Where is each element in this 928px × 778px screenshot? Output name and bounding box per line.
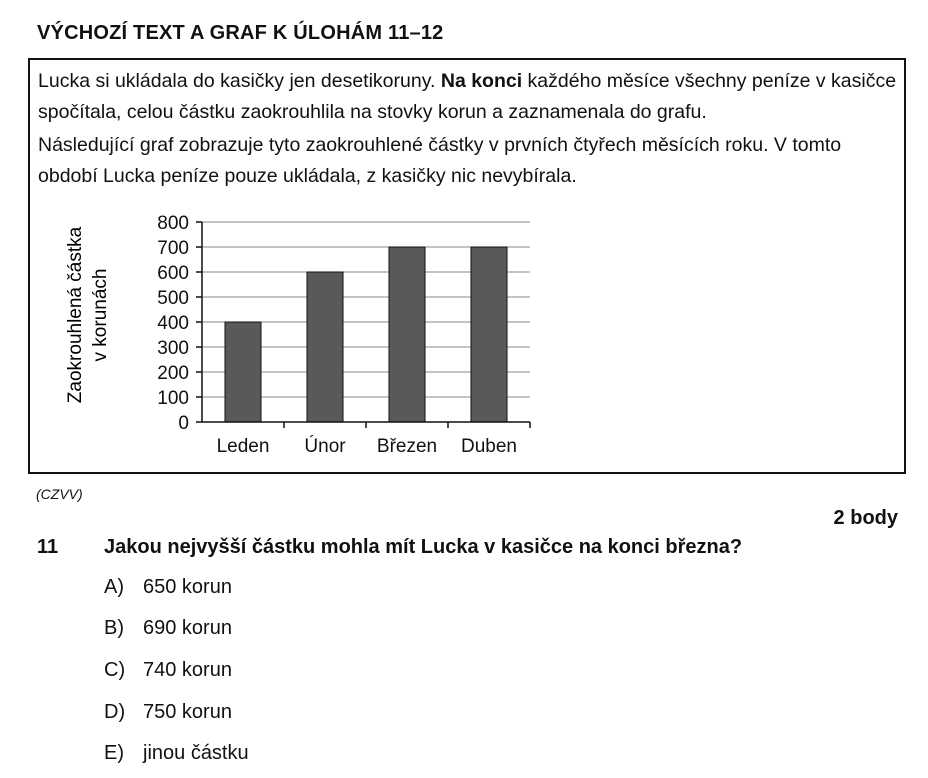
option-text: jinou částku [143, 742, 249, 764]
y-tick-label-800: 800 [157, 213, 189, 234]
bar-Únor [307, 272, 343, 422]
bar-Duben [471, 247, 507, 422]
option-letter: E) [104, 742, 124, 764]
intro-text-a: Lucka si ukládala do kasičky jen desetikoruny. [38, 70, 441, 92]
x-tick-label-Leden: Leden [216, 436, 270, 457]
section-heading: VÝCHOZÍ TEXT A GRAF K ÚLOHÁM 11–12 [37, 22, 444, 44]
chart-bars [225, 247, 507, 422]
intro-box [28, 58, 906, 474]
chart-svg [60, 204, 540, 474]
y-tick-label-100: 100 [157, 388, 189, 409]
x-tick-label-Březen: Březen [376, 436, 438, 457]
option-letter: A) [104, 576, 124, 598]
intro-text-b: každého měsíce všechny peníze v kasičce spočítala, celou částku zaokrouhlila na stovky korun a zaznamenala do grafu. [38, 70, 897, 123]
bar-Leden [225, 322, 261, 422]
answer-option-d[interactable] [104, 701, 232, 724]
answer-option-b[interactable] [104, 617, 232, 640]
option-letter: D) [104, 701, 126, 723]
y-tick-label-700: 700 [157, 238, 189, 259]
answer-option-e[interactable] [104, 742, 249, 765]
y-axis-label-line2: v korunách [90, 268, 111, 362]
x-tick-label-Únor: Únor [304, 436, 346, 457]
source-note: (CZVV) [36, 486, 83, 502]
option-text: 740 korun [143, 659, 232, 681]
option-text: 650 korun [143, 576, 232, 598]
bar-Březen [389, 247, 425, 422]
option-letter: B) [104, 617, 124, 639]
y-axis-label-line1: Zaokrouhlená částka [65, 226, 86, 404]
option-text: 750 korun [143, 701, 232, 723]
option-text: 690 korun [143, 617, 232, 639]
y-tick-label-400: 400 [157, 313, 189, 334]
intro-paragraph-2: Následující graf zobrazuje tyto zaokrouhlené částky v prvních čtyřech měsících roku. V tomto období Lucka peníze pouze ukládala, z kasičky nic nevybírala. [38, 134, 842, 187]
answer-option-a[interactable] [104, 576, 232, 599]
y-tick-label-300: 300 [157, 338, 189, 359]
x-tick-label-Duben: Duben [461, 436, 517, 457]
y-tick-label-500: 500 [157, 288, 189, 309]
option-letter: C) [104, 659, 126, 681]
y-tick-label-200: 200 [157, 363, 189, 384]
intro-text-bold: Na konci [440, 70, 523, 92]
y-tick-label-0: 0 [178, 413, 189, 434]
points-label: 2 body [833, 507, 898, 529]
intro-paragraph-1 [38, 66, 898, 128]
question-text: Jakou nejvyšší částku mohla mít Lucka v kasičce na konci března? [104, 536, 743, 558]
question-number: 11 [37, 536, 59, 558]
answer-option-c[interactable] [104, 659, 232, 682]
y-tick-label-600: 600 [157, 263, 189, 284]
bar-chart [60, 204, 540, 479]
